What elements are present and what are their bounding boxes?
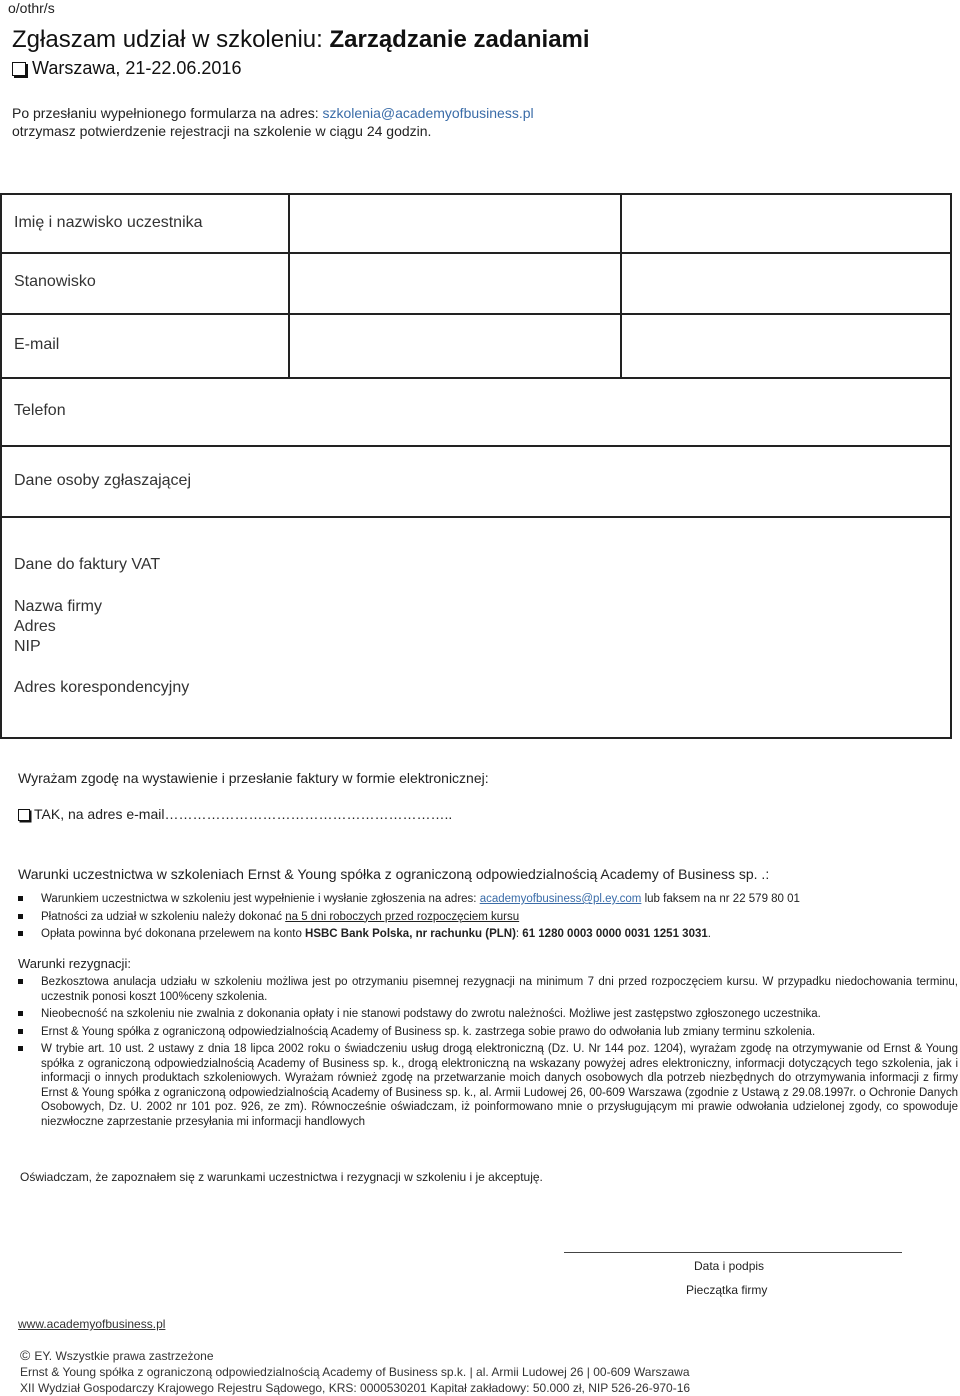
footer-registry-info: XII Wydział Gospodarczy Krajowego Rejestru Sądowego, KRS: 0000530201 Kapitał zakładowy: 50.000 zł, NIP 526-26-970-16 <box>20 1381 691 1395</box>
page-title <box>12 26 590 54</box>
resignation-terms-title: Warunki rezygnacji: <box>18 956 131 971</box>
registration-email-link[interactable]: szkolenia@academyofbusiness.pl <box>322 105 534 121</box>
participation-term-item <box>18 927 958 942</box>
term1-suffix: lub faksem na nr 22 579 80 01 <box>641 893 800 905</box>
footer-rights: EY. Wszystkie prawa zastrzeżone <box>34 1349 214 1363</box>
address-label: Adres <box>14 618 56 635</box>
participation-terms-list <box>18 892 958 945</box>
registration-form <box>0 193 952 739</box>
bank-name: HSBC Bank Polska, nr rachunku (PLN) <box>305 928 516 940</box>
phone-label: Telefon <box>14 402 66 419</box>
training-location-date <box>12 58 241 79</box>
form-row-divider-3 <box>0 377 952 379</box>
intro-line2: otrzymasz potwierdzenie rejestracji na szkolenie w ciągu 24 godzin. <box>12 123 432 139</box>
form-column-divider-2 <box>620 193 622 378</box>
submitter-label: Dane osoby zgłaszającej <box>14 472 191 489</box>
location-date-text: Warszawa, 21-22.06.2016 <box>32 58 242 78</box>
e-invoice-option-label: TAK, na adres e-mail…………………………………………………….. <box>34 806 453 822</box>
form-border-right <box>950 193 952 739</box>
document-slug: o/othr/s <box>8 0 55 16</box>
date-signature-label: Data i podpis <box>694 1259 765 1273</box>
term1-text: Warunkiem uczestnictwa w szkoleniu jest wypełnienie i wysłanie zgłoszenia na adres: <box>41 893 480 905</box>
resignation-term-item: Nieobecność na szkoleniu nie zwalnia z dokonania opłaty i nie stanowi podstawy do zwrotu należności. Możliwe jest zastępstwo zgłoszonego uczestnika. <box>18 1007 958 1022</box>
form-border-left <box>0 193 2 739</box>
e-invoice-option <box>18 806 452 822</box>
form-row-divider-4 <box>0 445 952 447</box>
title-prefix: Zgłaszam udział w szkoleniu: <box>12 26 330 53</box>
term3-suffix: . <box>707 928 711 940</box>
e-invoice-checkbox-icon[interactable] <box>18 809 30 821</box>
form-row-divider-1 <box>0 252 952 254</box>
signature-line <box>564 1252 902 1253</box>
company-name-label: Nazwa firmy <box>14 598 103 615</box>
participant-name-label: Imię i nazwisko uczestnika <box>14 214 203 231</box>
participation-term-item <box>18 892 958 907</box>
term2-deadline: na 5 dni roboczych przed rozpoczęciem kursu <box>285 910 520 923</box>
form-column-divider-1 <box>288 193 290 378</box>
title-training-name: Zarządzanie zadaniami <box>329 26 590 53</box>
intro-line1: Po przesłaniu wypełnionego formularza na adres: <box>12 105 323 121</box>
footer <box>20 1347 690 1396</box>
resignation-term-item: Ernst & Young spółka z ograniczoną odpowiedzialnością Academy of Business sp. k. zastrzega sobie prawo do odwołania lub zmiany terminu szkolenia. <box>18 1025 958 1040</box>
form-row-divider-5 <box>0 516 952 518</box>
resignation-terms-list <box>18 975 958 1132</box>
company-stamp-label: Pieczątka firmy <box>686 1283 768 1297</box>
form-row-divider-2 <box>0 313 952 315</box>
email-label: E-mail <box>14 336 60 353</box>
resignation-term-item: Bezkosztowa anulacja udziału w szkoleniu możliwa jest po otrzymaniu pisemnej rezygnacji na minimum 7 dni przed rozpoczęciem kursu. W przypadku niedochowania terminu, uczestnik ponosi koszt 100%ceny szkolenia. <box>18 975 958 1004</box>
e-invoice-consent-text: Wyrażam zgodę na wystawienie i przesłanie faktury w formie elektronicznej: <box>18 770 489 786</box>
position-label: Stanowisko <box>14 273 96 290</box>
invoice-data-label: Dane do faktury VAT <box>14 556 161 573</box>
intro-text <box>12 104 534 140</box>
bank-account-number: 61 1280 0003 0000 0031 1251 3031 <box>522 928 708 940</box>
form-border-bottom <box>0 737 952 739</box>
correspondence-address-label: Adres korespondencyjny <box>14 679 190 696</box>
location-checkbox-icon[interactable] <box>12 62 26 76</box>
copyright-icon: © <box>20 1347 31 1363</box>
term3-colon: : <box>515 928 523 940</box>
footer-company-address: Ernst & Young spółka z ograniczoną odpowiedzialnością Academy of Business sp.k. | al. Armii Ludowej 26 | 00-609 Warszawa <box>20 1365 690 1379</box>
acceptance-declaration: Oświadczam, że zapoznałem się z warunkami uczestnictwa i rezygnacji w szkoleniu i je akceptuję. <box>20 1170 543 1184</box>
participation-term-item <box>18 910 958 925</box>
term2-text: Płatności za udział w szkoleniu należy dokonać <box>41 910 286 923</box>
resignation-term-item: W trybie art. 10 ust. 2 ustawy z dnia 18 lipca 2002 roku o świadczeniu usług drogą elektroniczną (Dz. U. Nr 144 poz. 1204), wyrażam zgodę na otrzymywanie od Ernst & Young spółka z ograniczoną odpowiedzialnością Academy of Business sp. k., drogą elektroniczną na wskazany powyżej adres elektroniczny, informacji dotyczących tego szkolenia, jak i informacji o innych produktach szkoleniowych. Wyrażam również zgodę na przetwarzanie moich danych osobowych dla potrzeb niezbędnych do otrzymywania informacji z firmy Ernst & Young spółka z ograniczoną odpowiedzialnością Academy of Business sp. k., al. Armii Ludowej 26, 00-609 Warszawa (zgodnie z Ustawą z 29.08.1997r. o Ochronie Danych Osobowych, Dz. U. 2002 nr 101 poz. 926, ze zm). Równocześnie oświadczam, iż poinformowano mnie o przysługującym mi prawie odwołania udzielonej zgody, co spowoduje niezwłoczne zaprzestanie przesyłania mi informacji handlowych <box>18 1042 958 1129</box>
form-border-top <box>0 193 952 195</box>
participation-terms-title: Warunki uczestnictwa w szkoleniach Ernst & Young spółka z ograniczoną odpowiedzialnością Academy of Business sp. .: <box>18 866 770 882</box>
nip-label: NIP <box>14 638 41 655</box>
website-link[interactable]: www.academyofbusiness.pl <box>18 1317 166 1331</box>
academy-email-link[interactable]: academyofbusiness@pl.ey.com <box>479 893 642 905</box>
term3-text: Opłata powinna być dokonana przelewem na konto <box>41 928 306 940</box>
